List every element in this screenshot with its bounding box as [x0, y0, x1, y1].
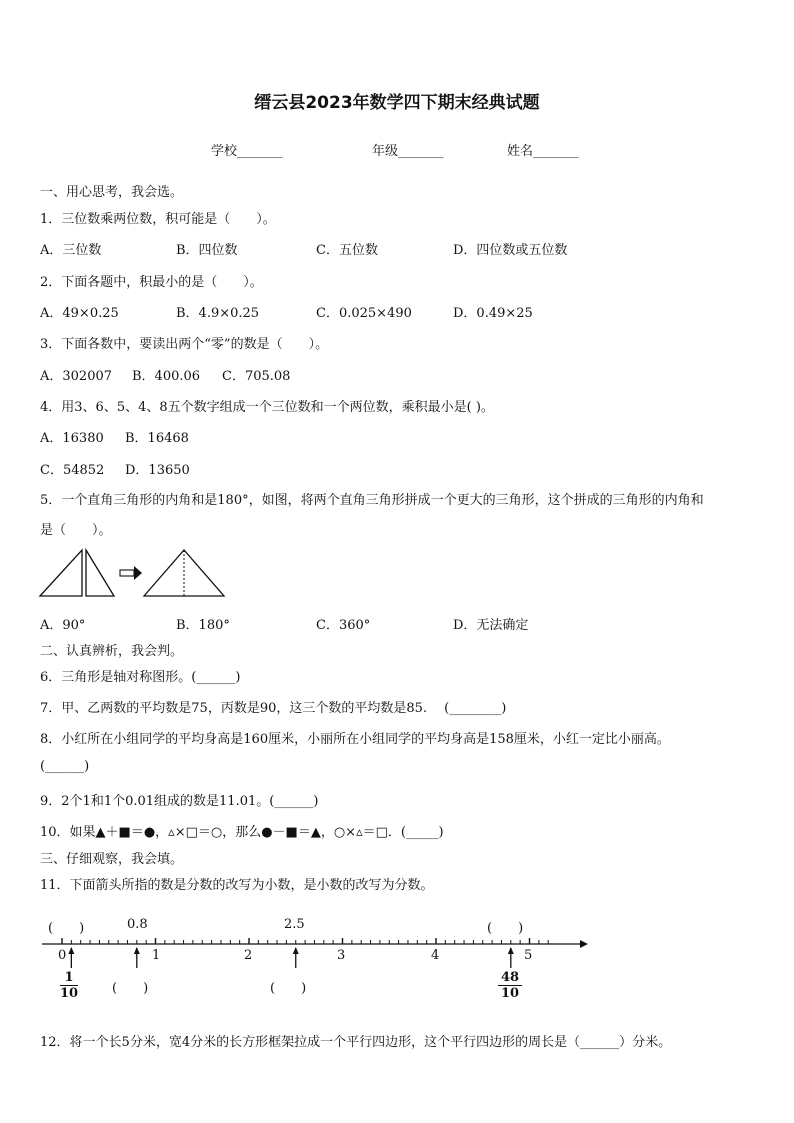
q2-option-c: C．0.025×490 [316, 306, 412, 321]
triangle-figure [38, 546, 228, 602]
q4-option-d: D．13650 [125, 463, 190, 478]
tick-label-3: 3 [337, 948, 346, 963]
pointer-arrow-icon [68, 947, 74, 968]
tick-label-0: 0 [58, 948, 67, 963]
fraction-2-denominator: 10 [501, 986, 520, 1001]
arrow-right-icon [120, 566, 142, 580]
right-triangle-left [40, 550, 82, 596]
q1-option-d: D．四位数或五位数 [453, 243, 568, 258]
pointer-arrow-icon [293, 947, 299, 968]
bottom-blank-2: ( ) [270, 981, 307, 996]
q2-option-a: A．49×0.25 [40, 306, 119, 321]
question-10: 10．如果▲＋■＝●，▵×□＝○，那么●－■＝▲，○×▵＝□．(_____) [40, 825, 444, 840]
right-triangle-right [86, 550, 114, 596]
q5-option-c: C．360° [316, 618, 371, 633]
axis-arrow-head [580, 940, 588, 948]
q3-option-b: B．400.06 [132, 369, 201, 384]
question-12: 12．将一个长5分米，宽4分米的长方形框架拉成一个平行四边形，这个平行四边形的周长是（______）分米。 [40, 1035, 672, 1050]
question-4: 4．用3、6、5、4、8五个数字组成一个三位数和一个两位数，乘积最小是( )。 [40, 400, 494, 415]
fraction-2-numerator: 48 [498, 970, 522, 986]
section-2-heading: 二、认真辨析，我会判。 [40, 644, 184, 659]
pointer-arrow-icon [508, 947, 514, 968]
q4-option-a: A．16380 [40, 431, 104, 446]
number-line [38, 930, 588, 970]
top-label-0-8: 0.8 [127, 917, 148, 932]
name-field: 姓名_______ [507, 144, 579, 159]
question-11: 11．下面箭头所指的数是分数的改写为小数，是小数的改写为分数。 [40, 878, 434, 893]
school-field: 学校_______ [211, 144, 283, 159]
question-3: 3．下面各数中，要读出两个“零”的数是（ ）。 [40, 337, 329, 352]
q3-option-c: C．705.08 [222, 369, 291, 384]
fraction-48-10 [498, 970, 522, 1001]
page-title: 缙云县2023年数学四下期末经典试题 [254, 93, 540, 113]
question-1: 1．三位数乘两位数，积可能是（ ）。 [40, 212, 276, 227]
q2-option-d: D．0.49×25 [453, 306, 533, 321]
grade-field: 年级_______ [372, 144, 444, 159]
q5-option-a: A．90° [40, 618, 86, 633]
q1-option-a: A．三位数 [40, 243, 102, 258]
question-8-line-1: 8．小红所在小组同学的平均身高是160厘米，小丽所在小组同学的平均身高是158厘米，小红一定比小丽高。 [40, 732, 670, 747]
top-blank-1: ( ) [48, 921, 85, 936]
question-7: 7．甲、乙两数的平均数是75，丙数是90，这三个数的平均数是85. (________) [40, 701, 507, 716]
fraction-1-numerator: 1 [60, 970, 78, 986]
q4-option-c: C．54852 [40, 463, 105, 478]
combined-triangle [144, 550, 224, 596]
section-1-heading: 一、用心思考，我会选。 [40, 185, 184, 200]
section-3-heading: 三、仔细观察，我会填。 [40, 852, 184, 867]
tick-label-4: 4 [431, 948, 440, 963]
fraction-1-10 [60, 970, 78, 1001]
top-blank-2: ( ) [487, 921, 524, 936]
tick-label-2: 2 [244, 948, 253, 963]
q1-option-b: B．四位数 [176, 243, 238, 258]
question-5-line-1: 5．一个直角三角形的内角和是180°，如图，将两个直角三角形拼成一个更大的三角形，这个拼成的三角形的内角和 [40, 493, 704, 508]
bottom-blank-1: ( ) [112, 981, 149, 996]
question-8-line-2: (______) [40, 759, 90, 774]
question-5-line-2: 是（ ）。 [40, 523, 112, 538]
q2-option-b: B．4.9×0.25 [176, 306, 260, 321]
question-9: 9．2个1和1个0.01组成的数是11.01。(______) [40, 794, 319, 809]
q1-option-c: C．五位数 [316, 243, 378, 258]
fraction-1-denominator: 10 [60, 986, 79, 1001]
pointer-arrow-icon [134, 947, 140, 968]
question-2: 2．下面各题中，积最小的是（ ）。 [40, 275, 263, 290]
tick-label-5: 5 [524, 948, 533, 963]
q3-option-a: A．302007 [40, 369, 113, 384]
q4-option-b: B．16468 [125, 431, 189, 446]
top-label-2-5: 2.5 [284, 917, 305, 932]
q5-option-d: D．无法确定 [453, 618, 529, 633]
question-6: 6．三角形是轴对称图形。(______) [40, 670, 241, 685]
q5-option-b: B．180° [176, 618, 230, 633]
tick-label-1: 1 [152, 948, 161, 963]
